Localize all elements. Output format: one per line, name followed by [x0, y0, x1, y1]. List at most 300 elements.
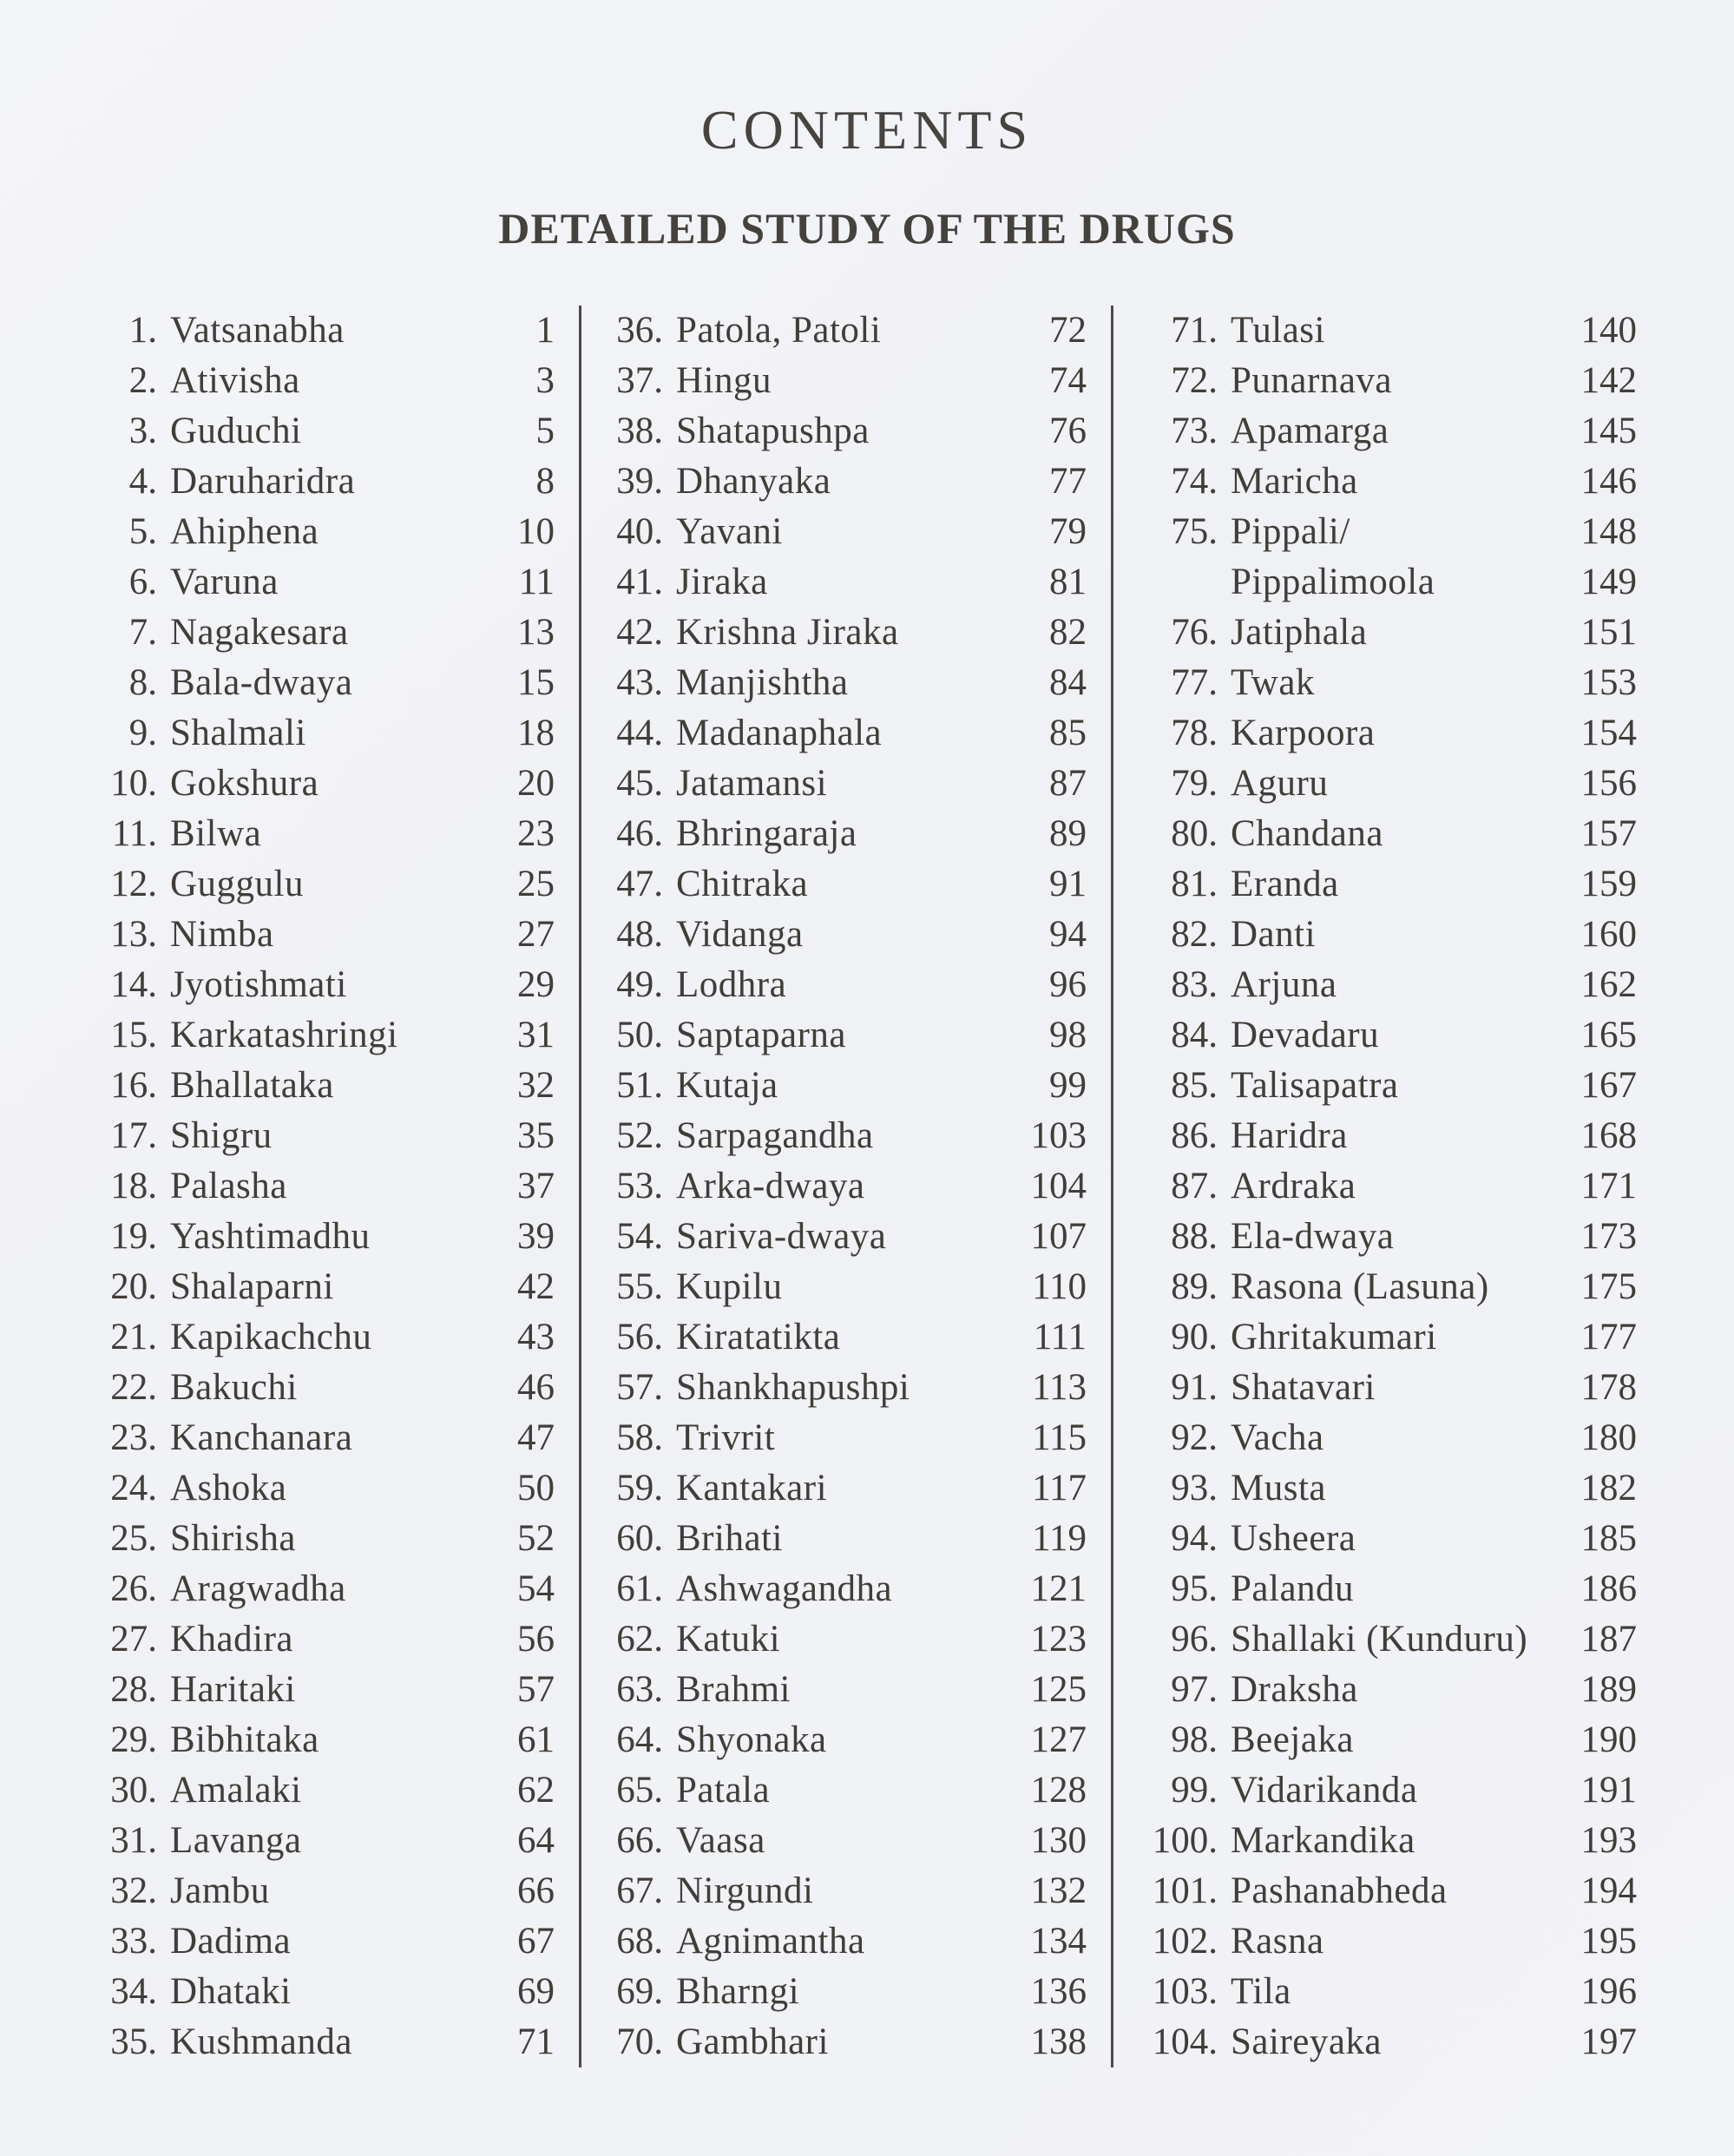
- item-name: Chandana: [1231, 813, 1383, 854]
- item-name: Ghritakumari: [1231, 1317, 1437, 1357]
- item-name: Khadira: [170, 1619, 293, 1660]
- item-name: Nagakesara: [170, 612, 349, 653]
- item-name: Bhallataka: [170, 1065, 334, 1106]
- toc-row: [82, 1111, 579, 1161]
- item-name: Kiratatikta: [676, 1317, 841, 1357]
- toc-row: [82, 1967, 579, 2017]
- item-name: Draksha: [1231, 1669, 1358, 1710]
- item-name: Danti: [1231, 914, 1317, 955]
- item-page-number: 111: [1033, 1317, 1087, 1357]
- item-page-number: 194: [1580, 1870, 1637, 1911]
- item-page-number: 72: [1049, 310, 1087, 351]
- item-name: Ashwagandha: [676, 1568, 893, 1609]
- item-number: 34.: [110, 1971, 157, 2012]
- item-name: Yashtimadhu: [170, 1216, 371, 1257]
- item-name: Hingu: [676, 360, 772, 401]
- item-page-number: 123: [1030, 1619, 1087, 1660]
- toc-column-1: [82, 306, 581, 2067]
- item-name: Arjuna: [1231, 964, 1337, 1005]
- item-name: Shankhapushpi: [676, 1367, 910, 1408]
- toc-row: [1127, 910, 1666, 960]
- item-page-number: 154: [1580, 713, 1637, 753]
- toc-row: [599, 1715, 1111, 1765]
- item-page-number: 171: [1580, 1166, 1637, 1206]
- item-number: 42.: [616, 612, 663, 653]
- item-page-number: 115: [1032, 1417, 1087, 1458]
- item-number: 99.: [1171, 1770, 1218, 1811]
- item-page-number: 104: [1030, 1166, 1087, 1206]
- toc-row: [599, 356, 1111, 406]
- item-name: Haridra: [1231, 1115, 1348, 1156]
- toc-row: [82, 557, 579, 608]
- item-number: 30.: [110, 1770, 157, 1811]
- item-page-number: 190: [1580, 1719, 1637, 1760]
- item-page-number: 82: [1049, 612, 1087, 653]
- toc-row: [82, 1614, 579, 1665]
- item-page-number: 87: [1049, 763, 1087, 804]
- toc-row: [599, 708, 1111, 759]
- item-number: 75.: [1171, 511, 1218, 552]
- toc-row: [1127, 1514, 1666, 1564]
- toc-row: [599, 1614, 1111, 1665]
- toc-row: [1127, 457, 1666, 507]
- item-name: Dhanyaka: [676, 461, 831, 502]
- item-number: 57.: [616, 1367, 663, 1408]
- item-name: Aragwadha: [170, 1568, 346, 1609]
- item-name: Katuki: [676, 1619, 781, 1660]
- toc-row: [82, 306, 579, 356]
- item-number: 81.: [1171, 864, 1218, 904]
- toc-row: [1127, 356, 1666, 406]
- item-number: 91.: [1171, 1367, 1218, 1408]
- item-number: 53.: [616, 1166, 663, 1206]
- toc-row: [599, 557, 1111, 608]
- toc-row: [82, 507, 579, 557]
- item-number: 86.: [1171, 1115, 1218, 1156]
- item-name: Manjishtha: [676, 662, 849, 703]
- toc-row: [1127, 1715, 1666, 1765]
- item-name: Jyotishmati: [170, 964, 347, 1005]
- toc-row: [599, 1010, 1111, 1061]
- toc-row: [82, 658, 579, 708]
- toc-column-3: [1113, 306, 1666, 2067]
- item-name: Shalaparni: [170, 1266, 334, 1307]
- item-name: Krishna Jiraka: [676, 612, 899, 653]
- toc-row: [599, 1866, 1111, 1916]
- toc-row: [599, 1463, 1111, 1514]
- toc-row: [599, 1816, 1111, 1866]
- item-number: 84.: [1171, 1015, 1218, 1055]
- toc-row: [1127, 1413, 1666, 1463]
- item-number: 77.: [1171, 662, 1218, 703]
- item-page-number: 56: [517, 1619, 555, 1660]
- item-name: Ashoka: [170, 1468, 287, 1509]
- item-page-number: 8: [535, 461, 555, 502]
- toc-row: [82, 608, 579, 658]
- toc-row: [599, 960, 1111, 1010]
- item-page-number: 62: [517, 1770, 555, 1811]
- item-number: 104.: [1152, 2021, 1218, 2062]
- toc-row: [599, 1262, 1111, 1312]
- item-number: 23.: [110, 1417, 157, 1458]
- item-number: 55.: [616, 1266, 663, 1307]
- toc-row: [82, 809, 579, 859]
- item-page-number: 178: [1580, 1367, 1637, 1408]
- item-page-number: 167: [1580, 1065, 1637, 1106]
- item-page-number: 148: [1580, 511, 1637, 552]
- item-name: Vaasa: [676, 1820, 765, 1861]
- item-number: 2.: [128, 360, 157, 401]
- item-number: 100.: [1152, 1820, 1218, 1861]
- item-number: 92.: [1171, 1417, 1218, 1458]
- item-name: Kupilu: [676, 1266, 783, 1307]
- item-number: 3.: [128, 411, 157, 451]
- item-name: Talisapatra: [1231, 1065, 1399, 1106]
- item-name: Punarnava: [1231, 360, 1392, 401]
- toc-row: [599, 1564, 1111, 1614]
- item-number: 24.: [110, 1468, 157, 1509]
- item-page-number: 103: [1030, 1115, 1087, 1156]
- item-number: 36.: [616, 310, 663, 351]
- item-name: Pashanabheda: [1231, 1870, 1448, 1911]
- item-name: Bala-dwaya: [170, 662, 353, 703]
- item-number: 20.: [110, 1266, 157, 1307]
- toc-row: [1127, 809, 1666, 859]
- item-page-number: 191: [1580, 1770, 1637, 1811]
- item-name: Vatsanabha: [170, 310, 345, 351]
- toc-row: [82, 1262, 579, 1312]
- item-number: 38.: [616, 411, 663, 451]
- toc-row: [82, 1413, 579, 1463]
- toc-row: [1127, 1816, 1666, 1866]
- item-name: Yavani: [676, 511, 783, 552]
- item-number: 95.: [1171, 1568, 1218, 1609]
- item-name: Jatamansi: [676, 763, 828, 804]
- item-name: Vidarikanda: [1231, 1770, 1418, 1811]
- toc-row: [1127, 1665, 1666, 1715]
- item-number: 69.: [616, 1971, 663, 2012]
- toc-row: [82, 1816, 579, 1866]
- item-name: Sarpagandha: [676, 1115, 874, 1156]
- toc-row: [1127, 1866, 1666, 1916]
- toc-row: [82, 406, 579, 457]
- item-page-number: 119: [1032, 1518, 1087, 1559]
- item-page-number: 193: [1580, 1820, 1637, 1861]
- toc-row: [599, 1363, 1111, 1413]
- item-name: Varuna: [170, 562, 279, 602]
- item-page-number: 168: [1580, 1115, 1637, 1156]
- item-name: Shigru: [170, 1115, 273, 1156]
- item-number: 17.: [110, 1115, 157, 1156]
- item-name: Ativisha: [170, 360, 300, 401]
- toc-row: [599, 1111, 1111, 1161]
- toc-row: [599, 1312, 1111, 1363]
- item-number: 46.: [616, 813, 663, 854]
- item-page-number: 128: [1030, 1770, 1087, 1811]
- item-number: 27.: [110, 1619, 157, 1660]
- item-page-number: 160: [1580, 914, 1637, 955]
- toc-row: [1127, 1262, 1666, 1312]
- toc-row: [1127, 1564, 1666, 1614]
- item-name: Jiraka: [676, 562, 768, 602]
- item-page-number: 175: [1580, 1266, 1637, 1307]
- toc-row: [1127, 960, 1666, 1010]
- item-name: Tulasi: [1231, 310, 1325, 351]
- toc-row: [599, 759, 1111, 809]
- item-name: Shatapushpa: [676, 411, 870, 451]
- toc-row: [82, 2017, 579, 2067]
- item-page-number: 46: [517, 1367, 555, 1408]
- item-number: 79.: [1171, 763, 1218, 804]
- item-page-number: 89: [1049, 813, 1087, 854]
- item-page-number: 50: [517, 1468, 555, 1509]
- item-page-number: 74: [1049, 360, 1087, 401]
- item-name: Jambu: [170, 1870, 270, 1911]
- toc-row: [599, 1916, 1111, 1967]
- item-name: Patala: [676, 1770, 771, 1811]
- item-number: 102.: [1152, 1921, 1218, 1962]
- item-page-number: 159: [1580, 864, 1637, 904]
- item-name: Saireyaka: [1231, 2021, 1383, 2062]
- item-number: 89.: [1171, 1266, 1218, 1307]
- item-number: 44.: [616, 713, 663, 753]
- item-name: Ahiphena: [170, 511, 319, 552]
- item-page-number: 187: [1580, 1619, 1637, 1660]
- toc-row: [599, 1161, 1111, 1212]
- item-name: Nimba: [170, 914, 274, 955]
- item-number: 28.: [110, 1669, 157, 1710]
- item-number: 74.: [1171, 461, 1218, 502]
- toc-row: [82, 759, 579, 809]
- item-page-number: 149: [1580, 562, 1637, 602]
- item-number: 15.: [110, 1015, 157, 1055]
- item-name: Trivrit: [676, 1417, 776, 1458]
- item-number: 6.: [128, 562, 157, 602]
- toc-row: [1127, 406, 1666, 457]
- item-name: Shallaki (Kunduru): [1231, 1619, 1528, 1660]
- item-page-number: 156: [1580, 763, 1637, 804]
- toc-row: [82, 1765, 579, 1816]
- item-page-number: 127: [1030, 1719, 1087, 1760]
- toc-row: [1127, 1463, 1666, 1514]
- item-name: Daruharidra: [170, 461, 356, 502]
- item-number: 58.: [616, 1417, 663, 1458]
- toc-row: [599, 1967, 1111, 2017]
- item-page-number: 186: [1580, 1568, 1637, 1609]
- item-page-number: 67: [517, 1921, 555, 1962]
- item-page-number: 145: [1580, 411, 1637, 451]
- toc-row: [1127, 658, 1666, 708]
- item-name: Kantakari: [676, 1468, 828, 1509]
- item-name: Brihati: [676, 1518, 783, 1559]
- toc-row: [1127, 1765, 1666, 1816]
- item-page-number: 142: [1580, 360, 1637, 401]
- item-number: 68.: [616, 1921, 663, 1962]
- item-name: Karpoora: [1231, 713, 1376, 753]
- toc-row: [1127, 507, 1666, 557]
- toc-row: [82, 1010, 579, 1061]
- item-page-number: 85: [1049, 713, 1087, 753]
- item-number: 101.: [1152, 1870, 1218, 1911]
- item-name: Usheera: [1231, 1518, 1356, 1559]
- item-number: 83.: [1171, 964, 1218, 1005]
- item-name: Palasha: [170, 1166, 287, 1206]
- item-page-number: 84: [1049, 662, 1087, 703]
- item-page-number: 18: [517, 713, 555, 753]
- toc-row: [599, 1514, 1111, 1564]
- item-page-number: 13: [517, 612, 555, 653]
- toc-row: [82, 1665, 579, 1715]
- item-name: Dhataki: [170, 1971, 292, 2012]
- toc-row: [82, 1514, 579, 1564]
- item-number: 72.: [1171, 360, 1218, 401]
- item-name: Rasna: [1231, 1921, 1324, 1962]
- item-number: 29.: [110, 1719, 157, 1760]
- item-number: 96.: [1171, 1619, 1218, 1660]
- item-number: 8.: [128, 662, 157, 703]
- item-name: Palandu: [1231, 1568, 1355, 1609]
- item-number: 54.: [616, 1216, 663, 1257]
- toc-row: [1127, 1161, 1666, 1212]
- item-page-number: 3: [535, 360, 555, 401]
- item-number: 94.: [1171, 1518, 1218, 1559]
- toc-row: [599, 1061, 1111, 1111]
- item-name: Brahmi: [676, 1669, 791, 1710]
- item-number: 10.: [110, 763, 157, 804]
- item-page-number: 153: [1580, 662, 1637, 703]
- item-name: Ardraka: [1231, 1166, 1356, 1206]
- item-number: 21.: [110, 1317, 157, 1357]
- toc-row: [82, 859, 579, 910]
- item-page-number: 35: [517, 1115, 555, 1156]
- toc-column-2: [581, 306, 1113, 2067]
- item-number: 65.: [616, 1770, 663, 1811]
- item-page-number: 146: [1580, 461, 1637, 502]
- item-page-number: 66: [517, 1870, 555, 1911]
- item-page-number: 43: [517, 1317, 555, 1357]
- item-page-number: 121: [1030, 1568, 1087, 1609]
- toc-row: [599, 1413, 1111, 1463]
- item-number: 56.: [616, 1317, 663, 1357]
- item-page-number: 81: [1049, 562, 1087, 602]
- item-number: 40.: [616, 511, 663, 552]
- item-number: 14.: [110, 964, 157, 1005]
- item-name: Arka-dwaya: [676, 1166, 865, 1206]
- item-number: 87.: [1171, 1166, 1218, 1206]
- item-page-number: 125: [1030, 1669, 1087, 1710]
- item-number: 51.: [616, 1065, 663, 1106]
- toc-row: [599, 457, 1111, 507]
- toc-row: [82, 1564, 579, 1614]
- toc-row: [599, 306, 1111, 356]
- item-page-number: 180: [1580, 1417, 1637, 1458]
- toc-row: [599, 809, 1111, 859]
- item-name: Kutaja: [676, 1065, 778, 1106]
- item-name: Chitraka: [676, 864, 809, 904]
- item-number: 63.: [616, 1669, 663, 1710]
- item-page-number: 140: [1580, 310, 1637, 351]
- item-page-number: 185: [1580, 1518, 1637, 1559]
- toc-row: [599, 406, 1111, 457]
- item-name: Musta: [1231, 1468, 1326, 1509]
- item-page-number: 173: [1580, 1216, 1637, 1257]
- item-name: Gokshura: [170, 763, 319, 804]
- item-name: Maricha: [1231, 461, 1358, 502]
- item-name: Dadima: [170, 1921, 292, 1962]
- toc-row: [1127, 1111, 1666, 1161]
- item-page-number: 37: [517, 1166, 555, 1206]
- item-name: Sariva-dwaya: [676, 1216, 887, 1257]
- item-number: 85.: [1171, 1065, 1218, 1106]
- item-page-number: 98: [1049, 1015, 1087, 1055]
- item-name: Haritaki: [170, 1669, 296, 1710]
- toc-row: [82, 1866, 579, 1916]
- item-number: 43.: [616, 662, 663, 703]
- item-name: Vacha: [1231, 1417, 1324, 1458]
- toc-row: [82, 1916, 579, 1967]
- item-name: Bibhitaka: [170, 1719, 319, 1760]
- item-name: Eranda: [1231, 864, 1339, 904]
- toc-row: [82, 356, 579, 406]
- item-page-number: 39: [517, 1216, 555, 1257]
- item-page-number: 134: [1030, 1921, 1087, 1962]
- item-number: 78.: [1171, 713, 1218, 753]
- item-name: Shatavari: [1231, 1367, 1376, 1408]
- item-page-number: 162: [1580, 964, 1637, 1005]
- item-page-number: 177: [1580, 1317, 1637, 1357]
- item-number: 48.: [616, 914, 663, 955]
- item-number: 82.: [1171, 914, 1218, 955]
- item-number: 98.: [1171, 1719, 1218, 1760]
- toc-row: [599, 1665, 1111, 1715]
- item-name: Bharngi: [676, 1971, 800, 2012]
- toc-row: [599, 608, 1111, 658]
- item-page-number: 94: [1049, 914, 1087, 955]
- item-page-number: 130: [1030, 1820, 1087, 1861]
- item-number: 26.: [110, 1568, 157, 1609]
- toc-row: [82, 1363, 579, 1413]
- item-page-number: 113: [1032, 1367, 1087, 1408]
- item-name: Vidanga: [676, 914, 804, 955]
- toc-row: [1127, 859, 1666, 910]
- toc-row: [599, 910, 1111, 960]
- item-number: 66.: [616, 1820, 663, 1861]
- item-number: 13.: [110, 914, 157, 955]
- item-page-number: 182: [1580, 1468, 1637, 1509]
- toc-row: [599, 859, 1111, 910]
- item-number: 47.: [616, 864, 663, 904]
- toc-row: [1127, 1363, 1666, 1413]
- item-number: 97.: [1171, 1669, 1218, 1710]
- item-number: 90.: [1171, 1317, 1218, 1357]
- item-page-number: 27: [517, 914, 555, 955]
- toc-row: [82, 708, 579, 759]
- item-name: Bilwa: [170, 813, 262, 854]
- item-page-number: 10: [517, 511, 555, 552]
- item-page-number: 64: [517, 1820, 555, 1861]
- item-number: 50.: [616, 1015, 663, 1055]
- page-title: CONTENTS: [700, 99, 1034, 161]
- item-number: 16.: [110, 1065, 157, 1106]
- item-number: 18.: [110, 1166, 157, 1206]
- item-number: 39.: [616, 461, 663, 502]
- item-page-number: 54: [517, 1568, 555, 1609]
- item-number: 25.: [110, 1518, 157, 1559]
- item-number: 64.: [616, 1719, 663, 1760]
- item-name: Karkatashringi: [170, 1015, 398, 1055]
- item-name: Jatiphala: [1231, 612, 1368, 653]
- item-page-number: 29: [517, 964, 555, 1005]
